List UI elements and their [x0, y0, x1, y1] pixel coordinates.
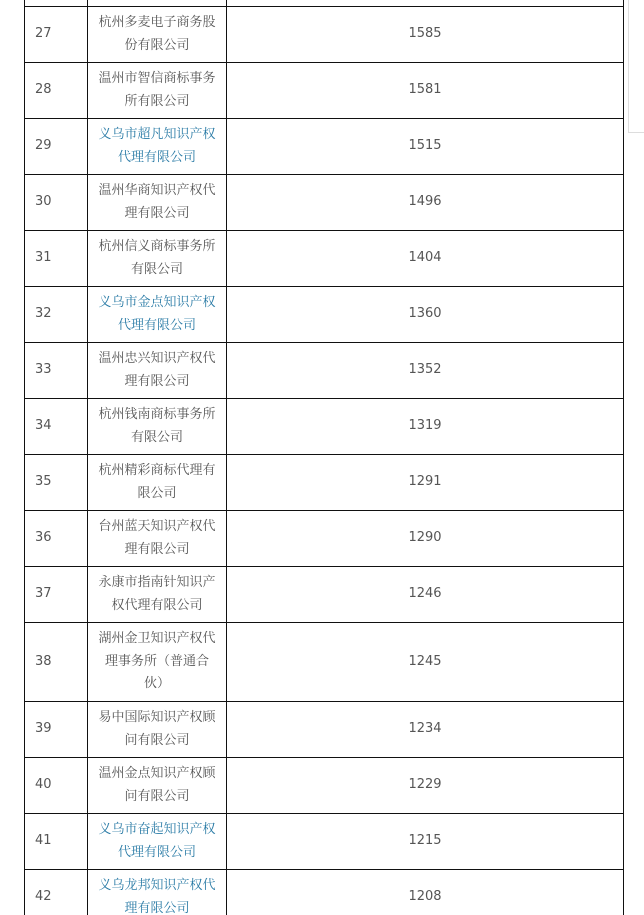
count-cell: 1215	[227, 814, 624, 870]
count-cell: 1352	[227, 343, 624, 399]
rank-cell: 31	[25, 231, 88, 287]
table-row	[25, 175, 624, 231]
company-name-link[interactable]: 义乌市金点知识产权代理有限公司	[98, 295, 216, 333]
rank-cell: 35	[25, 455, 88, 511]
table-row	[25, 399, 624, 455]
company-name-cell	[88, 455, 227, 511]
company-name: 温州市智信商标事务所有限公司	[98, 71, 216, 109]
table-row	[25, 702, 624, 758]
rank-cell: 36	[25, 511, 88, 567]
company-name: 杭州多麦电子商务股份有限公司	[98, 15, 216, 53]
count-cell: 1515	[227, 119, 624, 175]
table-row	[25, 758, 624, 814]
company-name-cell	[88, 175, 227, 231]
company-name-link[interactable]: 义乌市超凡知识产权代理有限公司	[98, 127, 216, 165]
count-cell: 1585	[227, 7, 624, 63]
rank-cell: 41	[25, 814, 88, 870]
table-body	[25, 0, 624, 915]
table-row	[25, 63, 624, 119]
company-name: 永康市指南针知识产权代理有限公司	[98, 575, 216, 613]
rank-cell: 40	[25, 758, 88, 814]
company-name-cell	[88, 511, 227, 567]
company-name-cell	[88, 870, 227, 915]
table-row	[25, 567, 624, 623]
rank-cell: 38	[25, 623, 88, 702]
count-cell: 1290	[227, 511, 624, 567]
rank-cell: 39	[25, 702, 88, 758]
count-cell: 1229	[227, 758, 624, 814]
company-name-cell	[88, 63, 227, 119]
company-name-cell	[88, 399, 227, 455]
company-name: 杭州钱南商标事务所有限公司	[98, 407, 216, 445]
company-name-cell	[88, 758, 227, 814]
company-name: 杭州精彩商标代理有限公司	[98, 463, 216, 501]
rank-cell: 32	[25, 287, 88, 343]
table-row	[25, 623, 624, 702]
table-row	[25, 7, 624, 63]
company-name-cell	[88, 343, 227, 399]
table-row	[25, 511, 624, 567]
company-name-cell	[88, 119, 227, 175]
company-name: 台州蓝天知识产权代理有限公司	[98, 519, 216, 557]
company-name: 温州忠兴知识产权代理有限公司	[98, 351, 216, 389]
company-name-link[interactable]: 义乌龙邦知识产权代理有限公司	[98, 878, 216, 915]
company-name: 温州金点知识产权顾问有限公司	[98, 766, 216, 804]
rank-cell: 27	[25, 7, 88, 63]
rank-cell: 33	[25, 343, 88, 399]
table-row	[25, 287, 624, 343]
rank-cell: 29	[25, 119, 88, 175]
table-row	[25, 343, 624, 399]
count-cell: 1245	[227, 623, 624, 702]
table-row	[25, 231, 624, 287]
company-name-cell	[88, 287, 227, 343]
company-name-cell	[88, 231, 227, 287]
company-name-cell	[88, 623, 227, 702]
rank-cell: 30	[25, 175, 88, 231]
count-cell: 1496	[227, 175, 624, 231]
rank-cell: 42	[25, 870, 88, 915]
rank-cell: 34	[25, 399, 88, 455]
table-row	[25, 870, 624, 915]
company-name-cell	[88, 567, 227, 623]
count-cell: 1246	[227, 567, 624, 623]
company-name-link[interactable]: 义乌市奋起知识产权代理有限公司	[98, 822, 216, 860]
company-name: 易中国际知识产权顾问有限公司	[98, 710, 216, 748]
rank-cell: 37	[25, 567, 88, 623]
company-name-cell	[88, 7, 227, 63]
ranking-table	[24, 0, 624, 915]
count-cell: 1581	[227, 63, 624, 119]
company-name: 杭州信义商标事务所有限公司	[98, 239, 216, 277]
company-name-cell	[88, 702, 227, 758]
count-cell: 1319	[227, 399, 624, 455]
count-cell: 1234	[227, 702, 624, 758]
company-name: 湖州金卫知识产权代理事务所（普通合伙）	[98, 631, 216, 692]
table-row	[25, 455, 624, 511]
count-cell: 1208	[227, 870, 624, 915]
table-row	[25, 119, 624, 175]
table-row	[25, 814, 624, 870]
company-name-cell	[88, 814, 227, 870]
rank-cell: 28	[25, 63, 88, 119]
count-cell: 1291	[227, 455, 624, 511]
count-cell: 1404	[227, 231, 624, 287]
side-panel	[628, 0, 644, 133]
company-name: 温州华商知识产权代理有限公司	[98, 183, 216, 221]
count-cell: 1360	[227, 287, 624, 343]
